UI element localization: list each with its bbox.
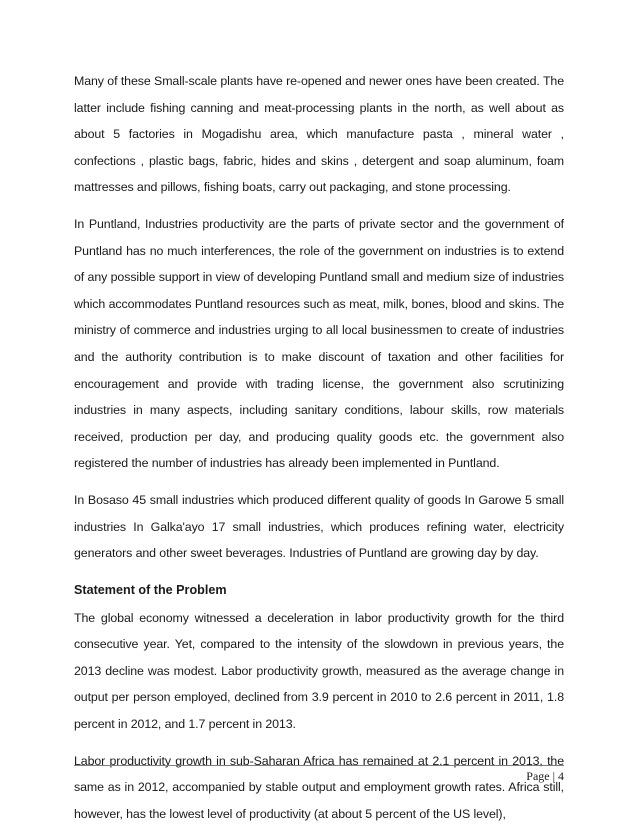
paragraph-puntland-industries: In Puntland, Industries productivity are the parts of private sector and the government of Puntland has no much interferences, the role of the government on industries is to extend of any possible support in view of developing Puntland small and medium size of industries which accommodates Puntland resources such as meat, milk, bones, blood and skins. The ministry of commerce and industries urging to all local businessmen to create of industries and the authority contribution is to make discount of taxation and other facilities for encouragement and provide with trading license, the government also scrutinizing industries in many aspects, including sanitary conditions, labour skills, row materials received, production per day, and producing quality goods etc. the government also registered the number of industries has already been implemented in Puntland. (74, 216, 564, 471)
page-number: Page | 4 (526, 769, 564, 783)
paragraph-bosaso-industries: In Bosaso 45 small industries which produced different quality of goods In Garowe 5 small industries In Galka'ayo 17 small industries, which produces refining water, electricity generators and other sweet beverages. Industries of Puntland are growing day by day. (74, 492, 564, 561)
page-footer (74, 765, 564, 791)
paragraph-global-productivity: The global economy witnessed a deceleration in labor productivity growth for the third consecutive year. Yet, compared to the intensity of the slowdown in previous years, the 2013 decline was modest. Labor productivity growth, measured as the average change in output per person employed, declined from 3.9 percent in 2010 to 2.6 percent in 2011, 1.8 percent in 2012, and 1.7 percent in 2013. (74, 610, 564, 732)
page-body (74, 68, 564, 837)
paragraph-africa-productivity: Labor productivity growth in sub-Saharan Africa has remained at 2.1 percent in 2013, the same as in 2012, accompanied by stable output and employment growth rates. Africa still, however, has the lowest level of productivity (at about 5 percent of the US level), (74, 753, 564, 821)
paragraph-small-scale-plants: Many of these Small-scale plants have re-opened and newer ones have been created. The latter include fishing canning and meat-processing plants in the north, as well about as about 5 factories in Mogadishu area, which manufacture pasta , mineral water , confections , plastic bags, fabric, hides and skins , detergent and soap aluminum, foam mattresses and pillows, fishing boats, carry out packaging, and stone processing. (74, 74, 564, 195)
section-heading: Statement of the Problem (74, 582, 227, 597)
